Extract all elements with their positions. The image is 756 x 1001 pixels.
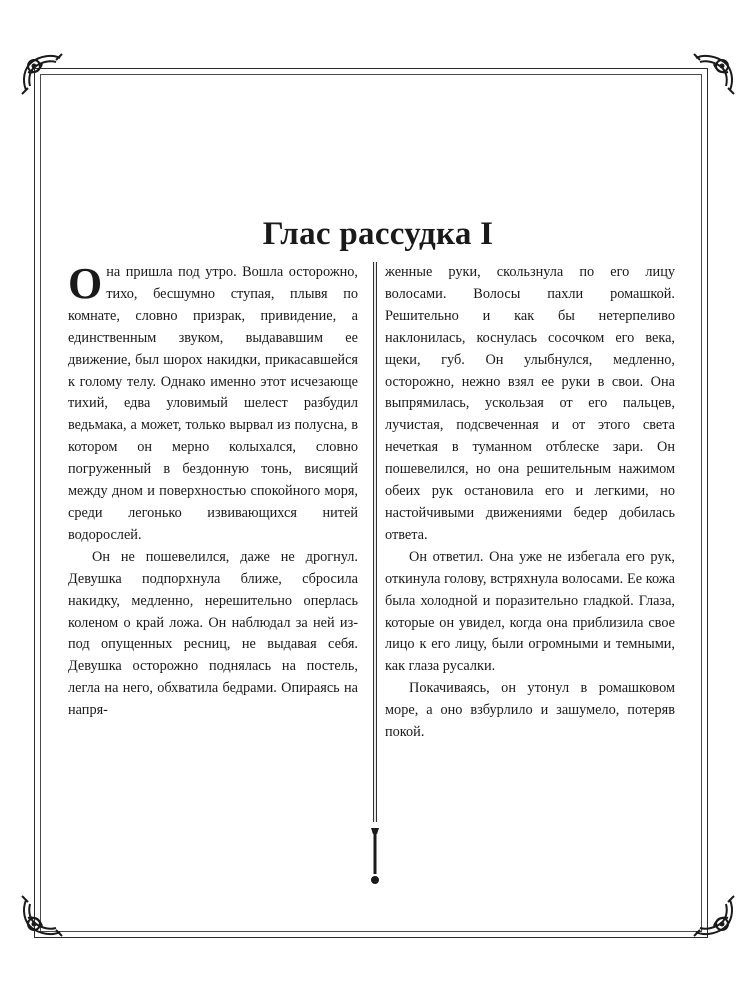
celtic-knot-corner-icon	[690, 892, 738, 940]
paragraph-text: на пришла под утро. Вошла осторожно, тихо, бесшумно ступая, плывя по комнате, словно призрак, привидение, а единственным звуком, выдававшим ее движение, был шорох накидки, прикасавшейся к голому телу. Однако именно этот исчезающе тихий, едва уловимый шелест разбудил ведьмака, а может, только вырвал из полусна, в котором он мерно колыхался, словно погруженный в бездонную тонь, висящий между дном и поверхностью спокойного моря, среди легонько извивающихся нитей водорослей.	[68, 264, 358, 543]
paragraph: Покачиваясь, он утонул в ромашковом море, а оно взбурлило и зашумело, потеряв покой.	[385, 680, 675, 741]
paragraph: женные руки, скользнула по его лицу волосами. Волосы пахли ромашкой. Решительно и как бы нетерпеливо наклонилась, коснулась сосочком его века, щеки, губ. Он улыбнулся, медленно, осторожно, нежно взял ее руки в свои. Она выпрямилась, ускользая от его пальцев, лучистая, подсвеченная и от этого света нечеткая в туманном отблеске зари. Он пошевелился, но она решительным нажимом обеих рук остановила его и легкими, но настойчивыми движениями бедер добилась ответа.	[385, 264, 675, 543]
celtic-knot-corner-icon	[690, 50, 738, 98]
sword-divider-icon	[371, 262, 379, 892]
celtic-knot-corner-icon	[18, 50, 66, 98]
celtic-knot-corner-icon	[18, 892, 66, 940]
text-column-left	[68, 259, 358, 722]
chapter-title: Глас рассудка I	[262, 216, 494, 253]
paragraph: Он не пошевелился, даже не дрогнул. Девушка подпорхнула ближе, сбросила накидку, медленно, нерешительно оперлась коленом о край ложа. Он наблюдал за ней из-под опущенных ресниц, не выдавая себя. Девушка осторожно поднялась на постель, легла на него, обхватила бедрами. Опираясь на напря-	[68, 548, 358, 719]
paragraph	[68, 259, 358, 547]
paragraph: Он ответил. Она уже не избегала его рук, откинула голову, встряхнула волосами. Ее кожа была холодной и поразительно гладкой. Глаза, которые он увидел, когда она приблизила свое лицо к его лицу, были огромными и темными, как глаза русалки.	[385, 548, 675, 675]
drop-cap: О	[68, 259, 103, 308]
text-column-right	[385, 262, 675, 744]
